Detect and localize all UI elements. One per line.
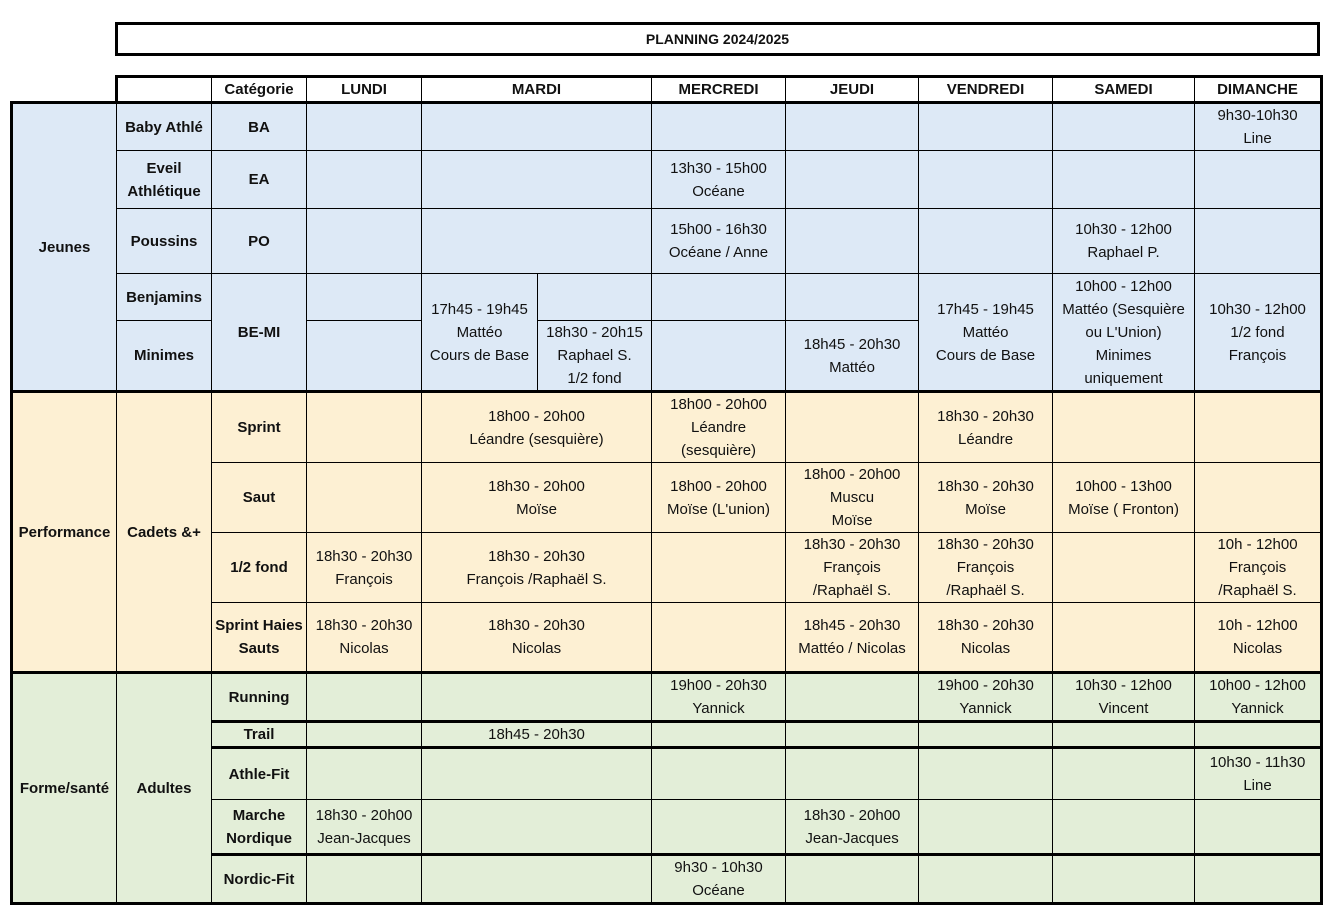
group-performance: Performance bbox=[12, 392, 117, 673]
cell-ba-dimanche: 9h30-10h30 Line bbox=[1195, 103, 1322, 151]
subgroup-cadets: Cadets &+ bbox=[117, 392, 212, 673]
cell-sprint-lundi bbox=[307, 392, 422, 463]
cell-marche-mardi bbox=[422, 800, 652, 855]
cell-nordicfit-samedi bbox=[1053, 855, 1195, 904]
header-categorie: Catégorie bbox=[212, 77, 307, 103]
cell-ea-mardi bbox=[422, 151, 652, 209]
cell-saut-mardi: 18h30 - 20h00 Moïse bbox=[422, 463, 652, 533]
cell-trail-mercredi bbox=[652, 722, 786, 748]
cell-marche-jeudi: 18h30 - 20h00 Jean-Jacques bbox=[786, 800, 919, 855]
cell-trail-lundi bbox=[307, 722, 422, 748]
cat-ba: BA bbox=[212, 103, 307, 151]
cell-ea-mercredi: 13h30 - 15h00 Océane bbox=[652, 151, 786, 209]
cell-athlefit-dimanche: 10h30 - 11h30 Line bbox=[1195, 748, 1322, 800]
cell-haies-mercredi bbox=[652, 603, 786, 673]
cell-nordicfit-vendredi bbox=[919, 855, 1053, 904]
cell-haies-lundi: 18h30 - 20h30 Nicolas bbox=[307, 603, 422, 673]
cat-po: PO bbox=[212, 209, 307, 274]
cell-be-mercredi bbox=[652, 274, 786, 321]
cell-ea-lundi bbox=[307, 151, 422, 209]
cell-nordicfit-lundi bbox=[307, 855, 422, 904]
cell-sprint-dimanche bbox=[1195, 392, 1322, 463]
cell-saut-jeudi: 18h00 - 20h00 Muscu Moïse bbox=[786, 463, 919, 533]
cell-po-samedi: 10h30 - 12h00 Raphael P. bbox=[1053, 209, 1195, 274]
cell-ba-lundi bbox=[307, 103, 422, 151]
group-jeunes: Jeunes bbox=[12, 103, 117, 392]
subgroup-benjamins: Benjamins bbox=[117, 274, 212, 321]
cell-marche-samedi bbox=[1053, 800, 1195, 855]
cell-demifond-mercredi bbox=[652, 533, 786, 603]
subgroup-eveil-athletique: Eveil Athlétique bbox=[117, 151, 212, 209]
cell-po-dimanche bbox=[1195, 209, 1322, 274]
header-lundi: LUNDI bbox=[307, 77, 422, 103]
cell-po-lundi bbox=[307, 209, 422, 274]
cell-trail-samedi bbox=[1053, 722, 1195, 748]
cell-mi-jeudi: 18h45 - 20h30 Mattéo bbox=[786, 321, 919, 392]
cell-trail-vendredi bbox=[919, 722, 1053, 748]
cell-running-lundi bbox=[307, 673, 422, 722]
cat-trail: Trail bbox=[212, 722, 307, 748]
cell-ba-jeudi bbox=[786, 103, 919, 151]
cell-athlefit-mercredi bbox=[652, 748, 786, 800]
cell-marche-mercredi bbox=[652, 800, 786, 855]
header-dimanche: DIMANCHE bbox=[1195, 77, 1322, 103]
cell-athlefit-lundi bbox=[307, 748, 422, 800]
cat-sprint-haies-sauts: Sprint Haies Sauts bbox=[212, 603, 307, 673]
header-blank bbox=[12, 77, 117, 103]
cell-nordicfit-mercredi: 9h30 - 10h30 Océane bbox=[652, 855, 786, 904]
cell-trail-mardi: 18h45 - 20h30 bbox=[422, 722, 652, 748]
cell-running-mercredi: 19h00 - 20h30 Yannick bbox=[652, 673, 786, 722]
cell-running-vendredi: 19h00 - 20h30 Yannick bbox=[919, 673, 1053, 722]
cell-demifond-lundi: 18h30 - 20h30 François bbox=[307, 533, 422, 603]
cell-demifond-jeudi: 18h30 - 20h30 François /Raphaël S. bbox=[786, 533, 919, 603]
cell-po-vendredi bbox=[919, 209, 1053, 274]
cell-athlefit-samedi bbox=[1053, 748, 1195, 800]
cell-be-jeudi bbox=[786, 274, 919, 321]
group-forme-sante: Forme/santé bbox=[12, 673, 117, 904]
cell-mi-mercredi bbox=[652, 321, 786, 392]
cell-trail-jeudi bbox=[786, 722, 919, 748]
cat-sprint: Sprint bbox=[212, 392, 307, 463]
cell-ba-mercredi bbox=[652, 103, 786, 151]
cell-ea-samedi bbox=[1053, 151, 1195, 209]
cell-bemi-mardi-a: 17h45 - 19h45 Mattéo Cours de Base bbox=[422, 274, 538, 392]
cat-athle-fit: Athle-Fit bbox=[212, 748, 307, 800]
cell-mi-mardi-b: 18h30 - 20h15 Raphael S. 1/2 fond bbox=[538, 321, 652, 392]
cell-sprint-vendredi: 18h30 - 20h30 Léandre bbox=[919, 392, 1053, 463]
cat-ea: EA bbox=[212, 151, 307, 209]
cell-athlefit-jeudi bbox=[786, 748, 919, 800]
header-jeudi: JEUDI bbox=[786, 77, 919, 103]
cell-running-jeudi bbox=[786, 673, 919, 722]
cell-athlefit-vendredi bbox=[919, 748, 1053, 800]
subgroup-poussins: Poussins bbox=[117, 209, 212, 274]
cell-ba-samedi bbox=[1053, 103, 1195, 151]
cell-ba-vendredi bbox=[919, 103, 1053, 151]
cell-ea-vendredi bbox=[919, 151, 1053, 209]
cell-po-jeudi bbox=[786, 209, 919, 274]
cat-marche-nordique: Marche Nordique bbox=[212, 800, 307, 855]
cell-haies-vendredi: 18h30 - 20h30 Nicolas bbox=[919, 603, 1053, 673]
subgroup-baby-athle: Baby Athlé bbox=[117, 103, 212, 151]
cat-demi-fond: 1/2 fond bbox=[212, 533, 307, 603]
cat-nordic-fit: Nordic-Fit bbox=[212, 855, 307, 904]
cell-saut-dimanche bbox=[1195, 463, 1322, 533]
cell-mi-lundi bbox=[307, 321, 422, 392]
cell-athlefit-mardi bbox=[422, 748, 652, 800]
page-title: PLANNING 2024/2025 bbox=[115, 22, 1320, 56]
cell-demifond-dimanche: 10h - 12h00 François /Raphaël S. bbox=[1195, 533, 1322, 603]
header-mardi: MARDI bbox=[422, 77, 652, 103]
cat-running: Running bbox=[212, 673, 307, 722]
cell-sprint-jeudi bbox=[786, 392, 919, 463]
cell-bemi-samedi: 10h00 - 12h00 Mattéo (Sesquière ou L'Union) Minimes uniquement bbox=[1053, 274, 1195, 392]
cell-saut-mercredi: 18h00 - 20h00 Moïse (L'union) bbox=[652, 463, 786, 533]
cell-nordicfit-jeudi bbox=[786, 855, 919, 904]
subgroup-minimes: Minimes bbox=[117, 321, 212, 392]
cell-haies-mardi: 18h30 - 20h30 Nicolas bbox=[422, 603, 652, 673]
header-samedi: SAMEDI bbox=[1053, 77, 1195, 103]
cell-demifond-mardi: 18h30 - 20h30 François /Raphaël S. bbox=[422, 533, 652, 603]
cat-saut: Saut bbox=[212, 463, 307, 533]
cell-demifond-samedi bbox=[1053, 533, 1195, 603]
cell-nordicfit-mardi bbox=[422, 855, 652, 904]
cell-po-mercredi: 15h00 - 16h30 Océane / Anne bbox=[652, 209, 786, 274]
cell-bemi-dimanche: 10h30 - 12h00 1/2 fond François bbox=[1195, 274, 1322, 392]
cell-bemi-vendredi: 17h45 - 19h45 Mattéo Cours de Base bbox=[919, 274, 1053, 392]
schedule-table bbox=[10, 75, 1323, 905]
cell-ea-dimanche bbox=[1195, 151, 1322, 209]
cell-running-samedi: 10h30 - 12h00 Vincent bbox=[1053, 673, 1195, 722]
cell-ba-mardi bbox=[422, 103, 652, 151]
cell-haies-dimanche: 10h - 12h00 Nicolas bbox=[1195, 603, 1322, 673]
cell-be-mardi-b bbox=[538, 274, 652, 321]
cell-marche-vendredi bbox=[919, 800, 1053, 855]
cell-marche-lundi: 18h30 - 20h00 Jean-Jacques bbox=[307, 800, 422, 855]
cell-demifond-vendredi: 18h30 - 20h30 François /Raphaël S. bbox=[919, 533, 1053, 603]
subgroup-adultes: Adultes bbox=[117, 673, 212, 904]
header-empty bbox=[117, 77, 212, 103]
cell-po-mardi bbox=[422, 209, 652, 274]
cell-nordicfit-dimanche bbox=[1195, 855, 1322, 904]
cell-running-dimanche: 10h00 - 12h00 Yannick bbox=[1195, 673, 1322, 722]
cell-ea-jeudi bbox=[786, 151, 919, 209]
cell-saut-samedi: 10h00 - 13h00 Moïse ( Fronton) bbox=[1053, 463, 1195, 533]
cell-marche-dimanche bbox=[1195, 800, 1322, 855]
cell-haies-jeudi: 18h45 - 20h30 Mattéo / Nicolas bbox=[786, 603, 919, 673]
cell-haies-samedi bbox=[1053, 603, 1195, 673]
cell-trail-dimanche bbox=[1195, 722, 1322, 748]
header-vendredi: VENDREDI bbox=[919, 77, 1053, 103]
cell-running-mardi bbox=[422, 673, 652, 722]
header-mercredi: MERCREDI bbox=[652, 77, 786, 103]
cell-saut-lundi bbox=[307, 463, 422, 533]
cell-sprint-mardi: 18h00 - 20h00 Léandre (sesquière) bbox=[422, 392, 652, 463]
cell-be-lundi bbox=[307, 274, 422, 321]
cell-sprint-mercredi: 18h00 - 20h00 Léandre (sesquière) bbox=[652, 392, 786, 463]
cell-saut-vendredi: 18h30 - 20h30 Moïse bbox=[919, 463, 1053, 533]
cell-sprint-samedi bbox=[1053, 392, 1195, 463]
cat-be-mi: BE-MI bbox=[212, 274, 307, 392]
